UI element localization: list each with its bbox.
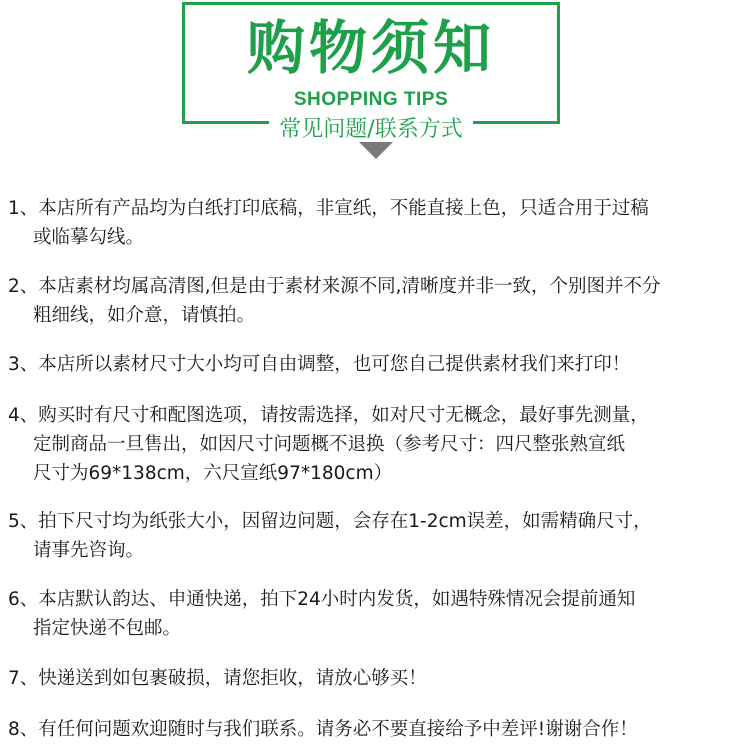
tip-line: 5、拍下尺寸均为纸张大小，因留边问题，会存在1-2cm误差，如需精确尺寸， xyxy=(8,511,652,532)
tip-line: 4、购买时有尺寸和配图选项，请按需选择，如对尺寸无概念，最好事先测量， xyxy=(8,405,649,426)
tip-line: 粗细线，如介意，请慎拍。 xyxy=(33,305,256,326)
tip-line: 7、快递送到如包裹破损，请您拒收，请放心够买！ xyxy=(8,668,427,689)
caption-wrap xyxy=(185,117,557,143)
tip-item-3 xyxy=(8,350,748,379)
tip-item-2 xyxy=(8,272,748,330)
header-box xyxy=(182,2,560,142)
tip-item-4 xyxy=(8,401,748,488)
tip-line: 定制商品一旦售出，如因尺寸问题概不退换（参考尺寸：四尺整张熟宣纸 xyxy=(33,434,626,455)
tip-line: 指定快递不包邮。 xyxy=(33,618,182,639)
tip-item-5 xyxy=(8,507,748,565)
tip-item-7 xyxy=(8,664,748,693)
tip-line: 请事先咨询。 xyxy=(33,540,145,561)
tip-line: 或临摹勾线。 xyxy=(33,227,145,248)
caption-text: 常见问题/联系方式 xyxy=(269,117,472,142)
page-title: 购物须知 xyxy=(246,14,495,82)
tip-line: 8、有任何问题欢迎随时与我们联系。请务必不要直接给予中差评!谢谢合作！ xyxy=(8,719,638,740)
tip-line: 1、本店所有产品均为白纸打印底稿，非宣纸，不能直接上色，只适合用于过稿 xyxy=(8,198,649,219)
page-subtitle: SHOPPING TIPS xyxy=(293,89,449,110)
tip-line: 2、本店素材均属高清图,但是由于素材来源不同,清晰度并非一致，个别图并不分 xyxy=(8,276,661,297)
tip-line: 尺寸为69*138cm，六尺宣纸97*180cm） xyxy=(33,463,393,484)
tip-line: 3、本店所以素材尺寸大小均可自由调整，也可您自己提供素材我们来打印！ xyxy=(8,354,631,375)
tip-item-1 xyxy=(8,194,748,252)
tip-item-6 xyxy=(8,585,748,643)
triangle-down-icon xyxy=(359,142,393,159)
tip-line: 6、本店默认韵达、申通快递，拍下24小时内发货，如遇特殊情况会提前通知 xyxy=(8,589,636,610)
